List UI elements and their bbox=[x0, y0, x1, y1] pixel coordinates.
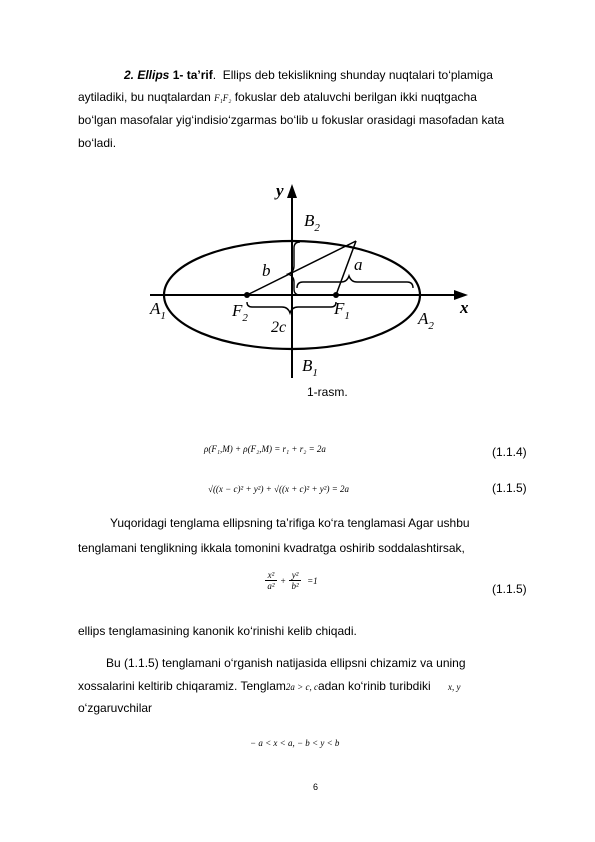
label-y: y bbox=[276, 181, 284, 200]
para4-line2 bbox=[78, 679, 461, 694]
equation-1-1-4: ρ(F₁,M) + ρ(F₂,M) = r₁ + r₂ = 2a bbox=[204, 444, 326, 454]
label-a: a bbox=[354, 255, 363, 274]
equation-number-1-1-5-b: (1.1.5) bbox=[492, 582, 527, 596]
fraction-x bbox=[265, 570, 277, 591]
variables-symbol: x, y bbox=[448, 682, 461, 692]
fraction-x-denominator: a² bbox=[267, 581, 275, 591]
label-x: x bbox=[460, 298, 469, 317]
heading-dot: . bbox=[212, 68, 217, 82]
foci-symbol: F₁F₂ bbox=[214, 93, 232, 103]
para2-line1: Yuqoridagi tenglama ellipsning ta’rifiga ko‘ra tenglamasi Agar ushbu bbox=[110, 516, 470, 530]
fraction-y-numerator: y² bbox=[291, 570, 299, 580]
para3-line1: ellips tenglamasining kanonik ko‘rinishi kelib chiqadi. bbox=[78, 624, 357, 638]
heading-line bbox=[124, 68, 493, 82]
label-f1: $F_1$ bbox=[334, 299, 350, 322]
para4-text-a: xossalarini keltirib chiqaramiz. Tenglam bbox=[78, 679, 286, 693]
para1-line3: bo‘lgan masofalar yig‘indisio‘zgarmas bo‘lib u fokuslar orasidagi masofadan kata bbox=[78, 113, 505, 127]
definition-number: 1- ta’rif bbox=[172, 68, 213, 82]
label-f2: $F_2$ bbox=[232, 301, 248, 324]
label-b: b bbox=[262, 261, 271, 280]
plus-sign: + bbox=[280, 575, 287, 586]
para2-line2: tenglamani tenglikning ikkala tomonini kvadratga oshirib soddalashtirsak, bbox=[78, 541, 465, 555]
fraction-x-numerator: x² bbox=[267, 570, 275, 580]
para1-line2 bbox=[78, 90, 477, 105]
equation-number-1-1-5-a: (1.1.5) bbox=[492, 481, 527, 495]
fraction-y bbox=[289, 570, 301, 591]
label-2c: 2c bbox=[271, 319, 287, 336]
label-b2: $B_2$ bbox=[304, 211, 320, 234]
ellipse-figure bbox=[140, 178, 480, 388]
equation-number-1-1-4: (1.1.4) bbox=[492, 445, 527, 459]
equation-canonical bbox=[265, 570, 318, 591]
label-b1: $B_1$ bbox=[302, 356, 318, 379]
para4-line1: Bu (1.1.5) tenglamani o‘rganish natijasida ellipsni chizamiz va uning bbox=[106, 656, 466, 670]
para4-line3: o‘zgaruvchilar bbox=[78, 701, 153, 715]
figure-caption: 1-rasm. bbox=[307, 385, 348, 399]
para1-text-a: aytiladiki, bu nuqtalardan bbox=[78, 90, 211, 104]
para4-text-b: adan ko‘rinib turibdiki bbox=[317, 679, 431, 693]
page-number: 6 bbox=[313, 782, 319, 792]
focus-f1-dot bbox=[333, 292, 339, 298]
y-axis-arrow bbox=[287, 184, 297, 198]
inequality-bounds: − a < x < a, − b < y < b bbox=[250, 738, 340, 748]
label-a1: $A_1$ bbox=[150, 299, 166, 322]
para1-text-b: fokuslar deb ataluvchi berilgan ikki nuqtgacha bbox=[234, 90, 477, 104]
brace-b bbox=[288, 242, 300, 295]
label-a2: $A_2$ bbox=[418, 309, 434, 332]
section-label: 2. Ellips bbox=[124, 68, 170, 82]
brace-a bbox=[297, 276, 413, 288]
focus-f2-dot bbox=[244, 292, 250, 298]
inequality-symbol: 2a > c, c bbox=[285, 682, 318, 692]
para1-line4: bo‘ladi. bbox=[78, 136, 117, 150]
fraction-y-denominator: b² bbox=[291, 581, 299, 591]
equation-rhs: =1 bbox=[307, 575, 318, 586]
equation-1-1-5-radical: √((x − c)² + y²) + √((x + c)² + y²) = 2a bbox=[208, 484, 350, 494]
heading-text: Ellips deb tekislikning shunday nuqtalari to‘plamiga bbox=[222, 68, 493, 82]
